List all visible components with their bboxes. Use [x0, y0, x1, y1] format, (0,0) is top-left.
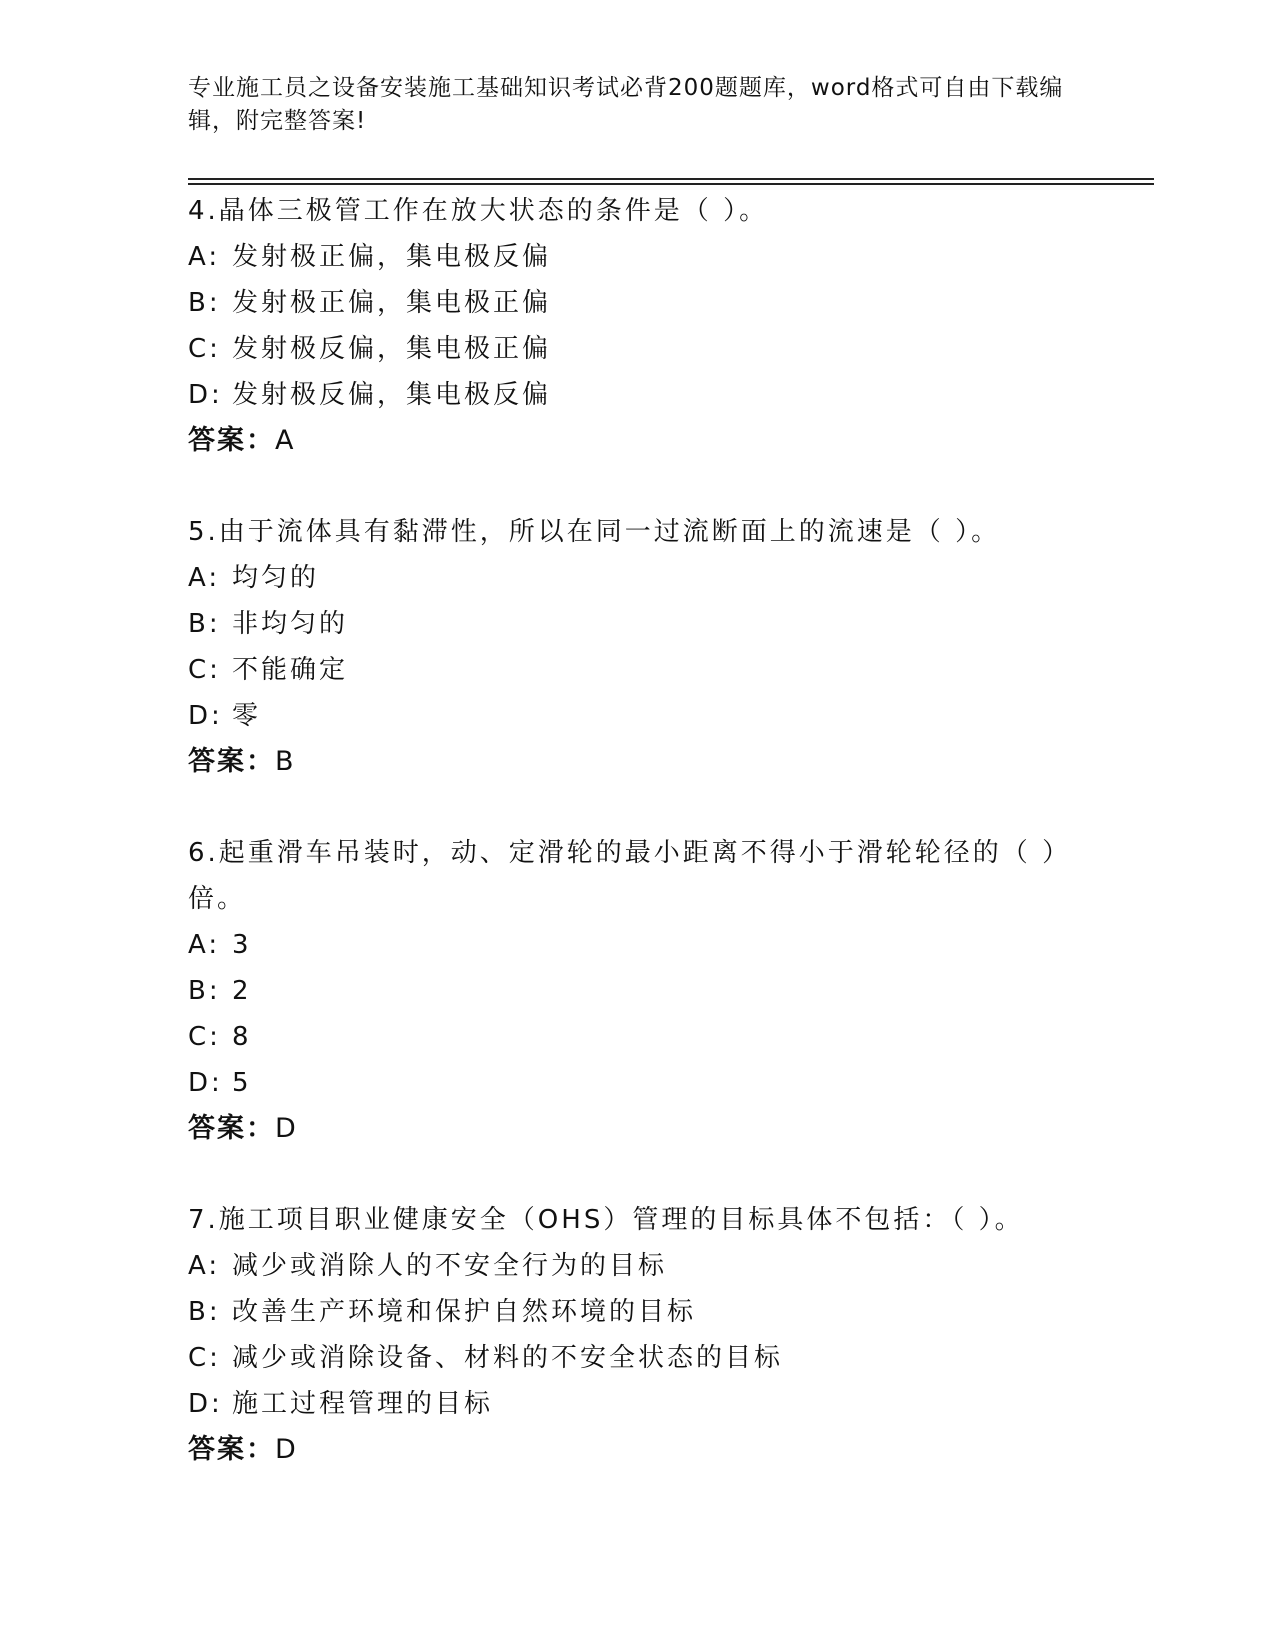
option-key: A:	[188, 1251, 221, 1281]
option-text: 发射极正偏，集电极反偏	[232, 242, 552, 272]
question-stem: 5.由于流体具有黏滞性，所以在同一过流断面上的流速是（ ）。	[188, 517, 1001, 547]
option-text: 发射极反偏，集电极正偏	[232, 334, 552, 364]
answer-label: 答案：	[188, 1113, 275, 1144]
answer-value: D	[275, 1434, 296, 1465]
header-rule-bottom	[188, 183, 1154, 185]
option-key: D:	[188, 1068, 223, 1098]
option-c	[188, 647, 1088, 693]
option-text: 不能确定	[232, 655, 349, 685]
option-text: 3	[232, 930, 252, 960]
option-b	[188, 968, 1088, 1014]
option-text: 发射极反偏，集电极反偏	[232, 380, 552, 410]
option-c	[188, 326, 1088, 372]
answer	[188, 1427, 1088, 1473]
question-stem: 7.施工项目职业健康安全（OHS）管理的目标具体不包括：（ ）。	[188, 1205, 1024, 1235]
option-a	[188, 234, 1088, 280]
question-4	[188, 188, 1088, 464]
option-text: 减少或消除设备、材料的不安全状态的目标	[232, 1343, 784, 1373]
option-text: 施工过程管理的目标	[232, 1389, 494, 1419]
option-b	[188, 280, 1088, 326]
option-text: 减少或消除人的不安全行为的目标	[232, 1251, 668, 1281]
option-key: C:	[188, 1343, 221, 1373]
option-d	[188, 1060, 1088, 1106]
option-text: 改善生产环境和保护自然环境的目标	[232, 1297, 697, 1327]
option-b	[188, 1289, 1088, 1335]
question-7	[188, 1197, 1088, 1473]
option-key: D:	[188, 380, 223, 410]
answer-label: 答案：	[188, 1434, 275, 1465]
option-text: 2	[232, 976, 252, 1006]
document-header: 专业施工员之设备安装施工基础知识考试必背200题题库，word格式可自由下载编辑，附完整答案!	[188, 75, 1064, 134]
question-stem: 4.晶体三极管工作在放大状态的条件是（ ）。	[188, 196, 769, 226]
option-key: C:	[188, 1022, 221, 1052]
option-key: C:	[188, 334, 221, 364]
option-text: 发射极正偏，集电极正偏	[232, 288, 552, 318]
option-a	[188, 555, 1088, 601]
option-text: 8	[232, 1022, 252, 1052]
question-5	[188, 509, 1088, 785]
answer-value: B	[275, 746, 294, 777]
answer	[188, 418, 1088, 464]
option-key: D:	[188, 1389, 223, 1419]
option-key: B:	[188, 288, 221, 318]
option-key: D:	[188, 701, 223, 731]
question-stem: 6.起重滑车吊装时，动、定滑轮的最小距离不得小于滑轮轮径的（ ）倍。	[188, 838, 1072, 914]
option-key: B:	[188, 609, 221, 639]
question-list	[188, 188, 1088, 1518]
option-key: A:	[188, 563, 221, 593]
answer	[188, 739, 1088, 785]
option-key: A:	[188, 930, 221, 960]
option-b	[188, 601, 1088, 647]
option-c	[188, 1014, 1088, 1060]
answer-label: 答案：	[188, 746, 275, 777]
question-6	[188, 830, 1088, 1152]
option-key: C:	[188, 655, 221, 685]
option-key: B:	[188, 1297, 221, 1327]
option-text: 非均匀的	[232, 609, 349, 639]
option-key: B:	[188, 976, 221, 1006]
option-a	[188, 1243, 1088, 1289]
option-d	[188, 1381, 1088, 1427]
option-d	[188, 693, 1088, 739]
option-text: 5	[232, 1068, 252, 1098]
answer-value: A	[275, 425, 294, 456]
option-a	[188, 922, 1088, 968]
answer-value: D	[275, 1113, 296, 1144]
header-rule-top	[188, 178, 1154, 180]
answer	[188, 1106, 1088, 1152]
option-text: 零	[232, 701, 262, 731]
option-d	[188, 372, 1088, 418]
answer-label: 答案：	[188, 425, 275, 456]
option-c	[188, 1335, 1088, 1381]
option-key: A:	[188, 242, 221, 272]
option-text: 均匀的	[232, 563, 320, 593]
